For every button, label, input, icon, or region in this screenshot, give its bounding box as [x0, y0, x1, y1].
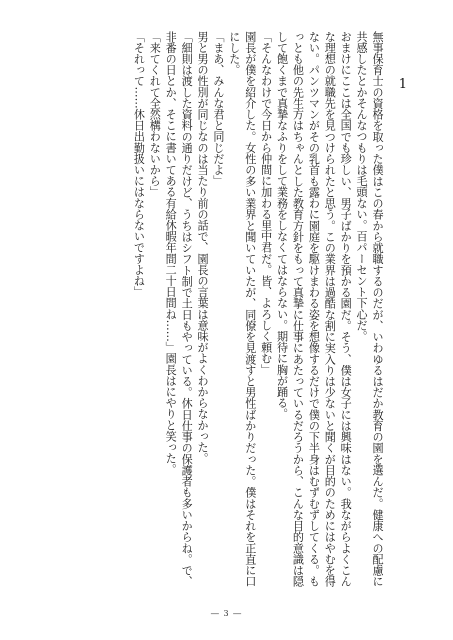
paragraph: 無事保育士の資格を取った僕はこの春から就職するのだが、いわゆるはだか教育の園を選んだ。健康への配慮に共感したとかそんなつもりは毛頭ない。百パーセント下心だ。: [355, 31, 384, 587]
paragraph: 園長が僕を紹介した。女性の多い業界と聞いていたが、同僚を見渡すと男性ばかりだった。僕はそれを正直に口にした。: [227, 31, 257, 587]
paragraph: 男と男の性別が同じなのは当たり前の話で、園長の言葉は意味がよくわからなかった。: [196, 31, 210, 464]
paragraph: 「それって……休日出勤扱いにはならないですよね」: [132, 31, 146, 298]
page-number: ― 3 ―: [210, 609, 243, 618]
paragraph: おまけにここは全国でも珍しい、男子ばかりを預かる園だ。そう、僕は女子には興味はない。我ながらよくこんな理想の就職先を見つけられたと思う。この業界は過酷な割に実入りは少ないと聞くが目的のためにはやむを得ない。パンツマンがその乳首も露わに園庭を駆けまわる姿を想像するだけで僕の下半身はむずむずしてくる。もっとも他の先生方はちゃんとした教育方針をもって真摯に仕事にあたっているだろうから、こんな目的意識は隠して飽くまで真摯なふりをして業務をしなくてはならない。期待に胸が踊る。: [275, 31, 353, 587]
chapter-number: 1: [398, 77, 407, 92]
paragraph: 「来てくれて全然構わないから」: [148, 31, 162, 198]
paragraph: 「そんなわけで今日から仲間に加わる里中君だ。皆、よろしく頼む」: [259, 31, 273, 376]
paragraph: 「細則は渡した資料の通りだけど、うちはシフト制で土日もやっている。休日仕事の保護者も多いからね。で、非番の日とか、そこに書いてある有給休暇年間二十日間ね……」園長はにやりと笑った。: [164, 31, 194, 587]
paragraph: 「まあ、みんな君と同じだよ」: [211, 31, 225, 187]
vertical-body-text: [131, 31, 386, 587]
